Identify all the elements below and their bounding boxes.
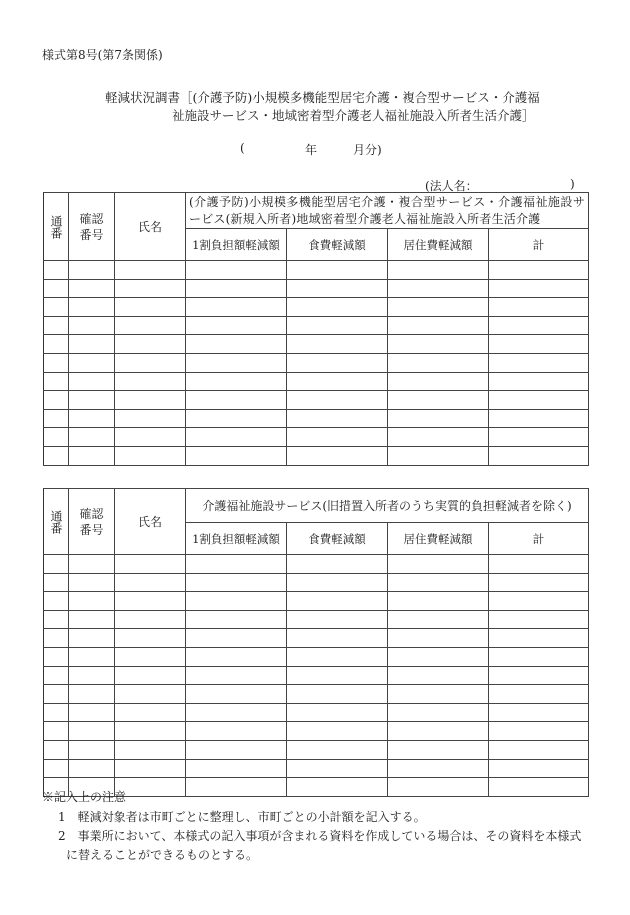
table-row	[44, 261, 589, 280]
confirmation-number-cell[interactable]	[69, 335, 115, 354]
table-row	[44, 685, 589, 704]
confirmation-number-cell[interactable]	[69, 759, 115, 778]
confirmation-number-cell[interactable]	[69, 722, 115, 741]
copay-reduction-cell[interactable]	[186, 391, 287, 410]
copay-reduction-cell[interactable]	[186, 610, 287, 629]
serial-number-cell[interactable]	[44, 647, 69, 666]
meal-reduction-cell[interactable]	[287, 298, 388, 317]
total-cell[interactable]	[489, 629, 589, 648]
table-row	[44, 740, 589, 759]
copay-reduction-cell[interactable]	[186, 703, 287, 722]
corporation-name-label: (法人名：	[425, 179, 478, 193]
copay-reduction-cell[interactable]	[186, 353, 287, 372]
period-line	[0, 141, 630, 157]
form-number: 様式第8号(第7条関係)	[42, 48, 163, 62]
copay-reduction-cell[interactable]	[186, 428, 287, 447]
table-row	[44, 759, 589, 778]
copay-reduction-cell[interactable]	[186, 759, 287, 778]
document-title-line-1: 軽減状況調書［(介護予防)小規模多機能型居宅介護・複合型サービス・介護福	[105, 90, 540, 105]
meal-reduction-cell[interactable]	[287, 740, 388, 759]
serial-number-cell[interactable]	[44, 298, 69, 317]
housing-reduction-cell[interactable]	[388, 391, 489, 410]
serial-number-cell[interactable]	[44, 428, 69, 447]
total-cell[interactable]	[489, 555, 589, 574]
sub-header-meal-reduction: 食費軽減額	[287, 229, 388, 261]
copay-reduction-cell[interactable]	[186, 279, 287, 298]
table-1-body	[44, 261, 589, 466]
copay-reduction-cell[interactable]	[186, 592, 287, 611]
total-cell[interactable]	[489, 428, 589, 447]
confirmation-number-cell[interactable]	[69, 555, 115, 574]
total-cell[interactable]	[489, 722, 589, 741]
name-cell[interactable]	[115, 372, 186, 391]
meal-reduction-cell[interactable]	[287, 703, 388, 722]
meal-reduction-cell[interactable]	[287, 555, 388, 574]
span-header-services-text: (介護予防)小規模多機能型居宅介護・複合型サービス・介護福祉施設サービス(新規入所者)地域密着型介護老人福祉施設入所者生活介護	[189, 194, 586, 226]
name-cell[interactable]	[115, 298, 186, 317]
table-row	[44, 372, 589, 391]
copay-reduction-cell[interactable]	[186, 335, 287, 354]
housing-reduction-cell[interactable]	[388, 629, 489, 648]
total-cell[interactable]	[489, 647, 589, 666]
meal-reduction-cell[interactable]	[287, 428, 388, 447]
serial-number-cell[interactable]	[44, 446, 69, 465]
table-2-body	[44, 555, 589, 797]
table-row	[44, 298, 589, 317]
meal-reduction-cell[interactable]	[287, 353, 388, 372]
table-row	[44, 647, 589, 666]
housing-reduction-cell[interactable]	[388, 298, 489, 317]
confirmation-number-cell[interactable]	[69, 573, 115, 592]
total-cell[interactable]	[489, 409, 589, 428]
copay-reduction-cell[interactable]	[186, 372, 287, 391]
copay-reduction-cell[interactable]	[186, 446, 287, 465]
serial-number-cell[interactable]	[44, 740, 69, 759]
serial-number-cell[interactable]	[44, 610, 69, 629]
meal-reduction-cell[interactable]	[287, 573, 388, 592]
copay-reduction-cell[interactable]	[186, 316, 287, 335]
housing-reduction-cell[interactable]	[388, 446, 489, 465]
serial-number-cell[interactable]	[44, 666, 69, 685]
name-cell[interactable]	[115, 335, 186, 354]
name-cell[interactable]	[115, 573, 186, 592]
confirmation-number-cell[interactable]	[69, 372, 115, 391]
total-cell[interactable]	[489, 391, 589, 410]
total-cell[interactable]	[489, 446, 589, 465]
confirmation-number-cell[interactable]	[69, 409, 115, 428]
note-item-2-line-1: 2 事業所において、本様式の記入事項が含まれる資料を作成している場合は、その資料を本様式	[58, 829, 582, 843]
meal-reduction-cell[interactable]	[287, 592, 388, 611]
meal-reduction-cell[interactable]	[287, 409, 388, 428]
confirmation-number-cell[interactable]	[69, 610, 115, 629]
serial-number-cell[interactable]	[44, 261, 69, 280]
housing-reduction-cell[interactable]	[388, 703, 489, 722]
confirmation-number-cell[interactable]	[69, 353, 115, 372]
table-row	[44, 610, 589, 629]
confirmation-number-cell[interactable]	[69, 629, 115, 648]
confirmation-number-cell[interactable]	[69, 740, 115, 759]
copay-reduction-cell[interactable]	[186, 722, 287, 741]
span-header-services	[186, 193, 589, 229]
name-cell[interactable]	[115, 703, 186, 722]
table-row	[44, 446, 589, 465]
name-cell[interactable]	[115, 353, 186, 372]
name-cell[interactable]	[115, 685, 186, 704]
sub-header-copay-reduction: 1割負担額軽減額	[186, 229, 287, 261]
table-row	[44, 573, 589, 592]
meal-reduction-cell[interactable]	[287, 372, 388, 391]
total-cell[interactable]	[489, 610, 589, 629]
total-cell[interactable]	[489, 592, 589, 611]
sub-header-housing-reduction: 居住費軽減額	[388, 229, 489, 261]
total-cell[interactable]	[489, 279, 589, 298]
name-cell[interactable]	[115, 647, 186, 666]
table-row	[44, 703, 589, 722]
sub-header-total: 計	[489, 229, 589, 261]
serial-number-cell[interactable]	[44, 685, 69, 704]
name-cell[interactable]	[115, 666, 186, 685]
name-cell[interactable]	[115, 759, 186, 778]
copay-reduction-cell[interactable]	[186, 298, 287, 317]
housing-reduction-cell[interactable]	[388, 372, 489, 391]
period-month-label: 月分)	[353, 143, 382, 157]
serial-number-cell[interactable]	[44, 759, 69, 778]
column-header-name: 氏名	[115, 193, 186, 261]
copay-reduction-cell[interactable]	[186, 666, 287, 685]
total-cell[interactable]	[489, 685, 589, 704]
name-cell[interactable]	[115, 592, 186, 611]
meal-reduction-cell[interactable]	[287, 759, 388, 778]
period-open: (	[240, 141, 245, 155]
copay-reduction-cell[interactable]	[186, 573, 287, 592]
serial-number-cell[interactable]	[44, 372, 69, 391]
table-row	[44, 335, 589, 354]
meal-reduction-cell[interactable]	[287, 666, 388, 685]
copay-reduction-cell[interactable]	[186, 685, 287, 704]
document-title-line-2: 祉施設サービス・地域密着型介護老人福祉施設入所者生活介護］	[172, 108, 535, 123]
housing-reduction-cell[interactable]	[388, 428, 489, 447]
copay-reduction-cell[interactable]	[186, 647, 287, 666]
table-row	[44, 279, 589, 298]
meal-reduction-cell[interactable]	[287, 778, 388, 797]
table-row	[44, 428, 589, 447]
note-item-1: 1 軽減対象者は市町ごとに整理し、市町ごとの小計額を記入する。	[58, 810, 426, 824]
confirmation-number-cell[interactable]	[69, 703, 115, 722]
name-cell[interactable]	[115, 279, 186, 298]
name-cell[interactable]	[115, 610, 186, 629]
copay-reduction-cell[interactable]	[186, 555, 287, 574]
name-cell[interactable]	[115, 446, 186, 465]
table-row	[44, 316, 589, 335]
housing-reduction-cell[interactable]	[388, 592, 489, 611]
copay-reduction-cell[interactable]	[186, 740, 287, 759]
total-cell[interactable]	[489, 703, 589, 722]
total-cell[interactable]	[489, 778, 589, 797]
sub-header-copay-reduction: 1割負担額軽減額	[186, 523, 287, 555]
serial-number-cell[interactable]	[44, 555, 69, 574]
copay-reduction-cell[interactable]	[186, 409, 287, 428]
column-header-serial-number: 通番	[44, 489, 69, 555]
serial-number-cell[interactable]	[44, 335, 69, 354]
meal-reduction-cell[interactable]	[287, 685, 388, 704]
meal-reduction-cell[interactable]	[287, 335, 388, 354]
serial-number-cell[interactable]	[44, 722, 69, 741]
serial-number-cell[interactable]	[44, 353, 69, 372]
total-cell[interactable]	[489, 372, 589, 391]
name-cell[interactable]	[115, 261, 186, 280]
table-row	[44, 353, 589, 372]
note-item-2-line-2: に替えることができるものとする。	[66, 848, 259, 862]
confirmation-number-cell[interactable]	[69, 685, 115, 704]
serial-number-cell[interactable]	[44, 573, 69, 592]
table-row	[44, 666, 589, 685]
total-cell[interactable]	[489, 666, 589, 685]
total-cell[interactable]	[489, 261, 589, 280]
total-cell[interactable]	[489, 316, 589, 335]
housing-reduction-cell[interactable]	[388, 573, 489, 592]
housing-reduction-cell[interactable]	[388, 279, 489, 298]
housing-reduction-cell[interactable]	[388, 555, 489, 574]
housing-reduction-cell[interactable]	[388, 647, 489, 666]
confirmation-number-cell[interactable]	[69, 592, 115, 611]
meal-reduction-cell[interactable]	[287, 261, 388, 280]
meal-reduction-cell[interactable]	[287, 391, 388, 410]
column-header-serial-number: 通番	[44, 193, 69, 261]
confirmation-number-cell[interactable]	[69, 446, 115, 465]
meal-reduction-cell[interactable]	[287, 279, 388, 298]
housing-reduction-cell[interactable]	[388, 353, 489, 372]
copay-reduction-cell[interactable]	[186, 261, 287, 280]
name-cell[interactable]	[115, 391, 186, 410]
corporation-name-close: )	[570, 177, 575, 191]
total-cell[interactable]	[489, 740, 589, 759]
serial-number-cell[interactable]	[44, 592, 69, 611]
total-cell[interactable]	[489, 335, 589, 354]
name-cell[interactable]	[115, 722, 186, 741]
serial-number-cell[interactable]	[44, 391, 69, 410]
table-row	[44, 409, 589, 428]
serial-number-cell[interactable]	[44, 279, 69, 298]
meal-reduction-cell[interactable]	[287, 610, 388, 629]
confirmation-number-cell[interactable]	[69, 666, 115, 685]
total-cell[interactable]	[489, 573, 589, 592]
reduction-table-2	[43, 488, 589, 797]
period-year-label: 年	[305, 143, 318, 157]
meal-reduction-cell[interactable]	[287, 446, 388, 465]
meal-reduction-cell[interactable]	[287, 316, 388, 335]
meal-reduction-cell[interactable]	[287, 629, 388, 648]
table-row	[44, 629, 589, 648]
total-cell[interactable]	[489, 759, 589, 778]
column-header-confirmation-number	[69, 193, 115, 261]
housing-reduction-cell[interactable]	[388, 685, 489, 704]
housing-reduction-cell[interactable]	[388, 335, 489, 354]
serial-number-cell[interactable]	[44, 703, 69, 722]
total-cell[interactable]	[489, 298, 589, 317]
table-row	[44, 592, 589, 611]
housing-reduction-cell[interactable]	[388, 759, 489, 778]
serial-number-cell[interactable]	[44, 629, 69, 648]
total-cell[interactable]	[489, 353, 589, 372]
housing-reduction-cell[interactable]	[388, 409, 489, 428]
notes-title: ※記入上の注意	[42, 790, 127, 804]
confirmation-number-cell[interactable]	[69, 261, 115, 280]
housing-reduction-cell[interactable]	[388, 316, 489, 335]
housing-reduction-cell[interactable]	[388, 778, 489, 797]
housing-reduction-cell[interactable]	[388, 740, 489, 759]
name-cell[interactable]	[115, 428, 186, 447]
serial-number-cell[interactable]	[44, 409, 69, 428]
column-header-confirmation-number	[69, 489, 115, 555]
confirmation-number-cell[interactable]	[69, 428, 115, 447]
copay-reduction-cell[interactable]	[186, 629, 287, 648]
reduction-table-1	[43, 192, 589, 466]
confirmation-number-cell[interactable]	[69, 647, 115, 666]
sub-header-housing-reduction: 居住費軽減額	[388, 523, 489, 555]
name-cell[interactable]	[115, 629, 186, 648]
sub-header-meal-reduction: 食費軽減額	[287, 523, 388, 555]
name-cell[interactable]	[115, 555, 186, 574]
column-header-confirmation-number-text: 確認番号	[79, 506, 104, 537]
confirmation-number-cell[interactable]	[69, 391, 115, 410]
housing-reduction-cell[interactable]	[388, 261, 489, 280]
meal-reduction-cell[interactable]	[287, 722, 388, 741]
name-cell[interactable]	[115, 409, 186, 428]
housing-reduction-cell[interactable]	[388, 666, 489, 685]
table-row	[44, 555, 589, 574]
corporation-name-line	[0, 177, 630, 193]
housing-reduction-cell[interactable]	[388, 722, 489, 741]
column-header-confirmation-number-text: 確認番号	[79, 211, 104, 242]
name-cell[interactable]	[115, 740, 186, 759]
name-cell[interactable]	[115, 316, 186, 335]
confirmation-number-cell[interactable]	[69, 298, 115, 317]
span-header-services: 介護福祉施設サービス(旧措置入所者のうち実質的負担軽減者を除く)	[186, 489, 589, 523]
confirmation-number-cell[interactable]	[69, 316, 115, 335]
meal-reduction-cell[interactable]	[287, 647, 388, 666]
copay-reduction-cell[interactable]	[186, 778, 287, 797]
sub-header-total: 計	[489, 523, 589, 555]
table-row	[44, 722, 589, 741]
table-row	[44, 391, 589, 410]
confirmation-number-cell[interactable]	[69, 279, 115, 298]
housing-reduction-cell[interactable]	[388, 610, 489, 629]
serial-number-cell[interactable]	[44, 316, 69, 335]
column-header-name: 氏名	[115, 489, 186, 555]
